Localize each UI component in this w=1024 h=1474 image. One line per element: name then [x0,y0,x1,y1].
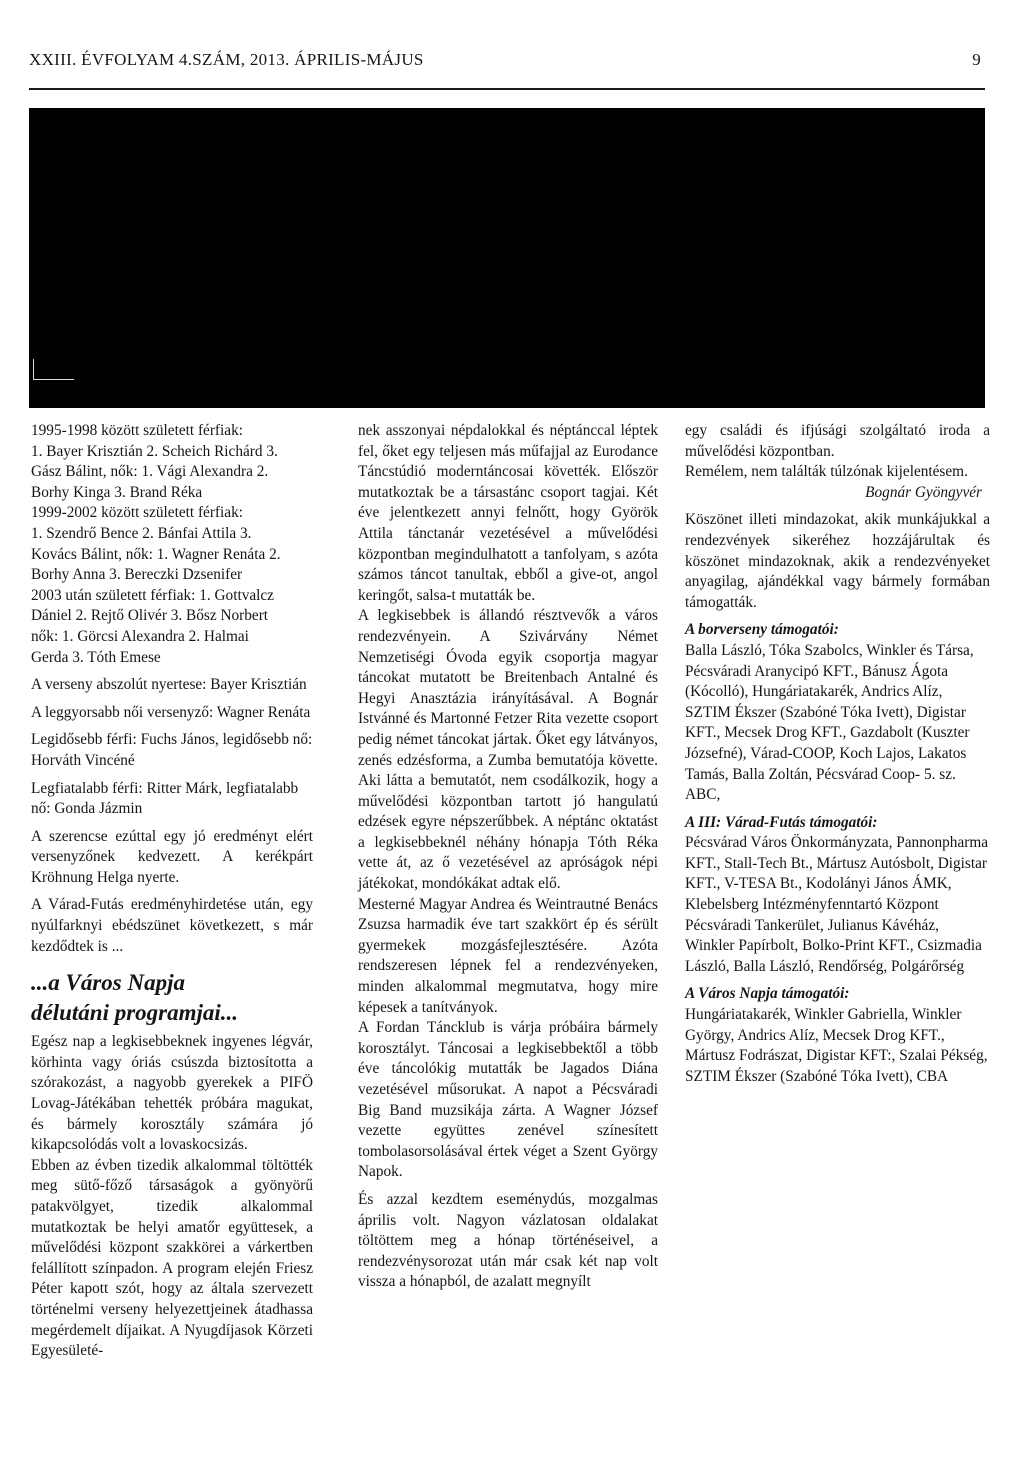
paragraph: Mesterné Magyar Andrea és Weintrautné Benács Zsuzsa harmadik éve tart szakkört ép és sérült gyermekek mozgásfejlesztésére. Azóta rendszeresen lépnek fel a rendezvényeken, minden alkalommal megmutatva, hogy mire képesek a tanítványok. [358,895,658,1016]
header-rule [29,88,985,90]
event-photo [29,108,985,408]
photo-corner-mark [33,359,74,380]
paragraph: És azzal kezdtem eseménydús, mozgalmas április volt. Nagyon vázlatosan oldalakat töltöttem meg a hónap történéseivel, a rendezvénysorozat után már csak két nap volt vissza a hónapból, de azalatt megnyílt [358,1190,658,1291]
thanks-paragraph: Köszönet illeti mindazokat, akik munkájukkal a rendezvények sikeréhez hozzájárultak és köszönet mindazoknak, akik a rendezvényeket anyagilag, ajándékkal vagy bármely formában támogatták. [685,511,990,611]
result-line: 1995-1998 között született férfiak: [31,422,243,439]
paragraph: Remélem, nem találták túlzónak kijelentésem. [685,463,968,481]
page-number: 9 [972,50,981,69]
paragraph: Egész nap a legkisebbeknek ingyenes légvár, körhinta vagy óriás csúszda biztosította a szórakozást, a nagyobb gyerekek a PIFÖ Lovag-Játékában tehették próbára magukat, és bármely korosztály számára jó kikapcsolódás volt a lovaskocsizás. [31,1033,313,1154]
youngest-text: Legfiatalabb férfi: Ritter Márk, legfiatalabb nő: Gonda Jázmin [31,779,299,818]
sponsor-list-run: Pécsvárad Város Önkormányzata, Pannonpharma KFT., Stall-Tech Bt., Mártusz Autósbolt, Digistar KFT., V-TESA Bt., Kodolányi János ÁMK, Klebelsberg Intézményfenntartó Központ Pécsváradi Tankerület, Julianus Kávéház, Winkler Papírbolt, Bolko-Print KFT., Csizmadia László, Balla László, Rendőrség, Polgárőrség [685,834,989,975]
subhead-line-2: délutáni programjai... [31,1000,239,1026]
sponsor-heading-run: A III: Várad-Futás támogatói: [685,813,878,831]
column-left [31,421,313,1362]
oldest-text: Legidősebb férfi: Fuchs János, legidősebb nő: Horváth Vincéné [31,731,313,769]
result-line: nők: 1. Görcsi Alexandra 2. Halmai [31,627,249,645]
sponsor-list-wine: Balla László, Tóka Szabolcs, Winkler és Társa, Pécsváradi Aranycipó KFT., Bánusz Ágota (Kócolló), Hungáriatakarék, Andrics Alíz, SZTIM Ékszer (Szabóné Tóka Ivett), Digistar KFT., Mecsek Drog KFT., Gazdabolt (Kuszter Józsefné), Várad-COOP, Koch Lajos, Lakatos Tamás, Balla Zoltán, Pécsvárad Coop- 5. sz. ABC, [685,641,974,804]
running-title: XXIII. ÉVFOLYAM 4.SZÁM, 2013. ÁPRILIS-MÁJUS [29,50,424,69]
result-line: 1. Szendrő Bence 2. Bánfai Attila 3. [31,524,252,542]
winner-text: A verseny abszolút nyertese: Bayer Krisztián [31,676,307,694]
section-subhead [31,968,313,1028]
result-line: Borhy Kinga 3. Brand Réka [31,483,203,501]
after-results-text: A Várad-Futás eredményhirdetése után, egy nyúlfarknyi ebédszünet következett, s már kezdődtek is ... [31,896,313,955]
paragraph: A Fordan Táncklub is várja próbáira bármely korosztályt. Táncosai a legkisebbektől a több éve táncolókig mutatták be Jagados Diána vezetésével műsorukat. A napot a Pécsváradi Big Band muzsikája zárta. A Wagner József vezette együttes zenével színesített tombolasorsolásával értek véget a Szent György Napok. [358,1019,658,1181]
column-right [685,421,990,1087]
result-line: Borhy Anna 3. Bereczki Dzsenifer [31,566,243,584]
fastest-female-text: A leggyorsabb női versenyző: Wagner Renáta [31,703,311,721]
result-line: 1999-2002 között született férfiak: [31,504,243,522]
result-line: 1. Bayer Krisztián 2. Scheich Richárd 3. [31,442,278,460]
sponsor-heading-wine: A borverseny támogatói: [685,621,839,639]
paragraph: Ebben az évben tizedik alkalommal töltötték meg sütő-főző társaságok a gyönyörű patakvölgyet, tizedik alkalommal mutatkoztak be helyi amatőr együttesek, a művelődési központ szakkörei a várkertben felállított színpadon. A program elején Friesz Péter kapott szót, hogy az általa szervezett történelmi verseny helyezettjeinek átadhassa megérdemelt díjaikat. A Nyugdíjasok Körzeti Egyesületé- [31,1156,313,1360]
sponsor-list-town-day: Hungáriatakarék, Winkler Gabriella, Winkler György, Andrics Alíz, Mecsek Drog KFT., Mártusz Fodrászat, Digistar KFT:, Szalai Pékség, SZTIM Ékszer (Szabóné Tóka Ivett), CBA [685,1006,988,1085]
paragraph: nek asszonyai népdalokkal és néptánccal léptek fel, őket egy teljesen más műfajjal az Eurodance Táncstúdió moderntáncosai követték. Először mutatkoztak be a társastánc csoport tagjai. Két éve jelentkezett annyi felnőtt, hogy Györök Attila tánctanár vezetésével a művelődési központban megindulhatott a tanfolyam, s azóta számos táncot tanultak, ebből a give-ot, angol keringőt, salsa-t mutatták be. [358,422,658,604]
paragraph: egy családi és ifjúsági szolgáltató iroda a művelődési központban. [685,422,990,460]
result-line: Dániel 2. Rejtő Olivér 3. Bősz Norbert [31,607,269,625]
subhead-line-1: ...a Város Napja [31,970,185,996]
result-line: Kovács Bálint, nők: 1. Wagner Renáta 2. [31,545,281,563]
column-middle [358,421,658,1293]
result-line: 2003 után született férfiak: 1. Gottvalcz [31,586,274,604]
paragraph: A legkisebbek is állandó résztvevők a város rendezvényein. A Szivárvány Német Nemzetiségi Óvoda egyik csoportja magyar táncokat mutatott be Breitenbach Antalné és Hegyi Anasztázia irányításával. A Bognár Istvánné és Martonné Fetzer Rita vezette csoport pedig német táncokat jártak. Őket egy látványos, zenés edzésforma, a Zumba bemutatója követte. Aki látta a bemutatót, nem csodálkozik, hogy a művelődési központban tartott jó hangulatú edzések egyre népszerűbbek. A néptánc oktatást a legkisebbeknél néhány hónapja Tóth Réka vette át, az ő vezetésével az apróságok népi játékokat, mondókákat adtak elő. [358,607,658,893]
result-line: Gász Bálint, nők: 1. Vági Alexandra 2. [31,463,269,481]
running-header [29,50,989,70]
lucky-text: A szerencse ezúttal egy jó eredményt elért versenyzőnek kedvezett. A kerékpárt Kröhnung Helga nyerte. [31,827,313,886]
sponsor-heading-town-day: A Város Napja támogatói: [685,985,850,1003]
result-line: Gerda 3. Tóth Emese [31,648,161,666]
author-signature: Bognár Gyöngyvér [865,483,982,501]
